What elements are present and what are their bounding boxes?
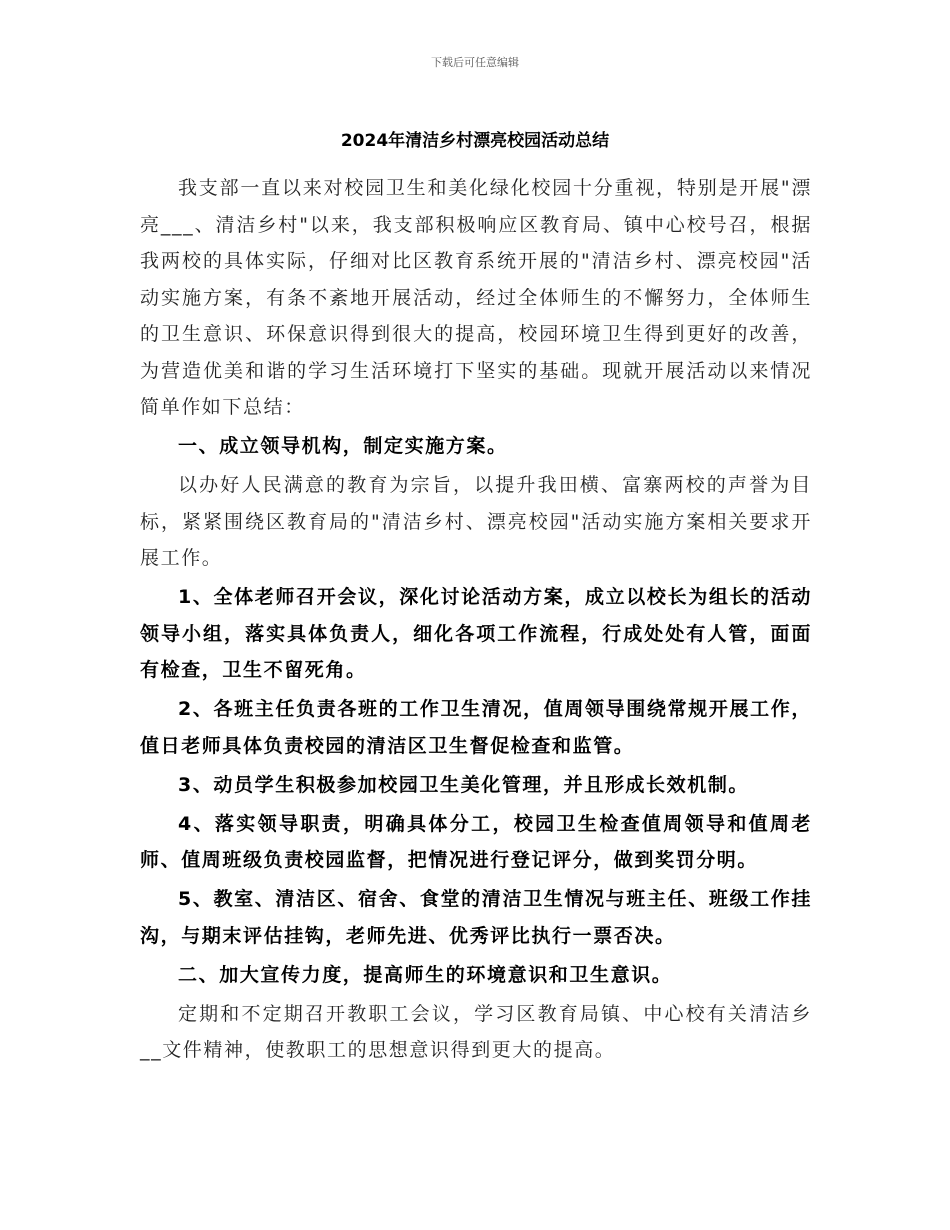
- list-item-2: 2、各班主任负责各班的工作卫生清况，值周领导围绕常规开展工作，值日老师具体负责校园的清洁区卫生督促检查和监管。: [140, 698, 812, 757]
- document-title: 2024年清洁乡村漂亮校园活动总结: [340, 131, 610, 151]
- paragraph-section-2: 定期和不定期召开教职工会议，学习区教育局镇、中心校有关清洁乡__文件精神，使教职工的思想意识得到更大的提高。: [140, 1002, 812, 1061]
- list-item-4: 4、落实领导职责，明确具体分工，校园卫生检查值周领导和值周老师、值周班级负责校园监督，把情况进行登记评分，做到奖罚分明。: [140, 812, 812, 871]
- list-item-5: 5、教室、清洁区、宿舍、食堂的清洁卫生情况与班主任、班级工作挂沟，与期末评估挂钩，老师先进、优秀评比执行一票否决。: [140, 888, 812, 947]
- list-item-1: 1、全体老师召开会议，深化讨论活动方案，成立以校长为组长的活动领导小组，落实具体负责人，细化各项工作流程，行成处处有人管，面面有检查，卫生不留死角。: [140, 586, 812, 681]
- paragraph-intro: 我支部一直以来对校园卫生和美化绿化校园十分重视，特别是开展"漂亮___、清洁乡村"以来，我支部积极响应区教育局、镇中心校号召，根据我两校的具体实际，仔细对比区教育系统开展的"清洁乡村、漂亮校园"活动实施方案，有条不紊地开展活动，经过全体师生的不懈努力，全体师生的卫生意识、环保意识得到很大的提高，校园环境卫生得到更好的改善，为营造优美和谐的学习生活环境打下坚实的基础。现就开展活动以来情况简单作如下总结：: [140, 177, 812, 418]
- document-body: [140, 170, 812, 1071]
- paragraph-section-1: 以办好人民满意的教育为宗旨，以提升我田横、富寨两校的声誉为目标，紧紧围绕区教育局的"清洁乡村、漂亮校园"活动实施方案相关要求开展工作。: [140, 474, 812, 569]
- section-heading-2: 二、加大宣传力度，提高师生的环境意识和卫生意识。: [178, 963, 673, 986]
- list-item-3: 3、动员学生积极参加校园卫生美化管理，并且形成长效机制。: [178, 773, 750, 796]
- section-heading-1: 一、成立领导机构，制定实施方案。: [178, 435, 508, 457]
- page-header-note: 下载后可任意编辑: [431, 56, 519, 69]
